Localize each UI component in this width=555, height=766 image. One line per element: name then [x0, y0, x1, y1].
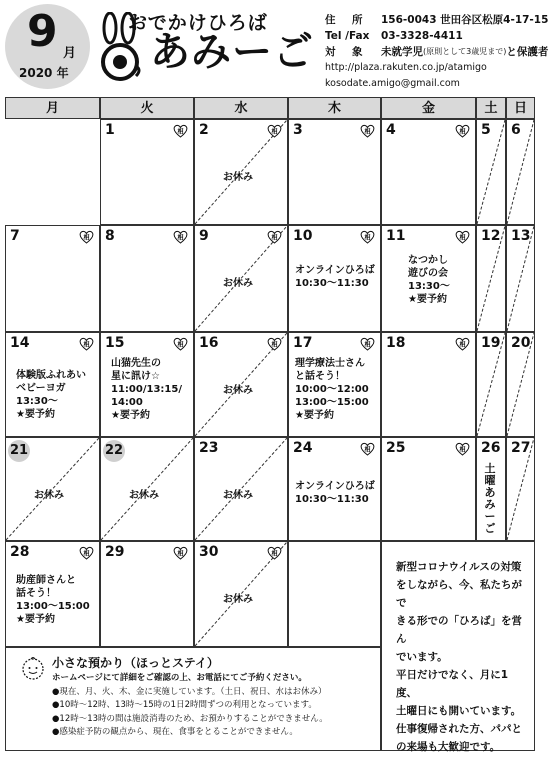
day-number: 14 [10, 335, 30, 351]
heart-icon [267, 124, 282, 138]
day-number: 12 [481, 228, 501, 244]
heart-icon [455, 230, 470, 244]
childcare-details [52, 672, 328, 740]
notes-line: をしながら、今、私たちがで [396, 579, 522, 609]
email-link[interactable]: kosodate.amigo@gmail.com [325, 78, 460, 89]
day-number: 4 [386, 122, 396, 138]
notes-line: 土曜日にも開いています。 [396, 705, 522, 717]
day-number: 19 [481, 335, 501, 351]
event-line: 助産師さんと [16, 575, 76, 586]
day-cell-14 [5, 332, 100, 437]
day-cell-22 [100, 437, 194, 541]
svg-text:相: 相 [364, 128, 371, 136]
heart-icon [360, 124, 375, 138]
tel-label: Tel /Fax [325, 30, 370, 42]
day-number: 24 [293, 440, 313, 456]
notes-line: 新型コロナウイルスの対策 [396, 561, 522, 573]
tagline: おでかけひろば [128, 12, 268, 34]
day-cell-26 [476, 437, 506, 541]
childcare-line: ●感染症予防の観点から、現在、食事をとることができません。 [52, 727, 298, 737]
svg-text:相: 相 [177, 128, 184, 136]
event-physio-talk [295, 357, 369, 422]
event-line: 11:00/13:15/ [111, 384, 182, 395]
weekday-tue: 火 [100, 97, 194, 119]
target-note: (原則として3歳児まで) [423, 47, 507, 56]
heart-icon [360, 230, 375, 244]
notes-line: の来場も大歓迎です。 [396, 741, 501, 753]
event-baby-yoga [16, 369, 86, 421]
day-cell-10 [288, 225, 381, 332]
target-main: 未就学児 [381, 46, 423, 58]
heart-icon [173, 124, 188, 138]
contact-info [325, 12, 548, 92]
svg-text:相: 相 [177, 550, 184, 558]
month-number: 9 [27, 6, 58, 57]
day-cell-12 [476, 225, 506, 332]
day-number: 30 [199, 544, 219, 560]
year-label: 2020 年 [19, 66, 69, 80]
weekday-mon: 月 [5, 97, 100, 119]
event-line: 星に訊け☆ [111, 371, 160, 382]
address-label: 住 所 [325, 14, 366, 26]
address: 156-0043 世田谷区松原4-17-15 [381, 14, 549, 26]
event-line: 理学療法士さん [295, 358, 365, 369]
closed-label: お休み [223, 385, 253, 396]
day-number: 13 [511, 228, 531, 244]
day-number: 10 [293, 228, 313, 244]
day-cell-1 [100, 119, 194, 225]
svg-text:相: 相 [459, 341, 466, 349]
day-cell-21 [5, 437, 100, 541]
day-number: 29 [105, 544, 125, 560]
event-line: 14:00 [111, 397, 143, 408]
empty-cell [288, 541, 381, 647]
svg-text:相: 相 [271, 341, 278, 349]
day-cell-5 [476, 119, 506, 225]
event-line: 13:00～15:00 [16, 601, 90, 612]
event-line: 13:00～15:00 [295, 397, 369, 408]
event-line: ★要予約 [16, 409, 55, 420]
svg-text:相: 相 [271, 234, 278, 242]
svg-text:相: 相 [364, 234, 371, 242]
svg-text:相: 相 [83, 550, 90, 558]
heart-icon [173, 337, 188, 351]
notes-line: 仕事復帰された方、パパと [396, 723, 522, 735]
day-cell-17 [288, 332, 381, 437]
event-line: 10:00～12:00 [295, 384, 369, 395]
svg-text:相: 相 [271, 128, 278, 136]
event-line: ★要予約 [111, 410, 150, 421]
event-online-hiroba [295, 264, 375, 290]
childcare-line: ●10時～12時、13時～15時の1日2時間ずつの利用となっています。 [52, 700, 317, 710]
weekday-sun: 日 [506, 97, 535, 119]
event-online-hiroba [295, 480, 375, 506]
svg-text:相: 相 [459, 234, 466, 242]
day-number: 9 [199, 228, 209, 244]
day-cell-11 [381, 225, 476, 332]
event-line: オンラインひろば [295, 481, 375, 492]
day-number: 28 [10, 544, 30, 560]
day-number: 15 [105, 335, 125, 351]
svg-text:相: 相 [177, 234, 184, 242]
baby-face-icon [20, 655, 46, 681]
closed-label: お休み [223, 172, 253, 183]
day-cell-6 [506, 119, 535, 225]
weekday-sat: 土 [476, 97, 506, 119]
day-cell-25 [381, 437, 476, 541]
svg-text:相: 相 [459, 128, 466, 136]
heart-icon [267, 337, 282, 351]
notes-line: 平日だけでなく、月に1度、 [396, 669, 509, 699]
day-cell-20 [506, 332, 535, 437]
day-number: 2 [199, 122, 209, 138]
svg-text:相: 相 [364, 446, 371, 454]
event-line: 13:30～ [408, 281, 450, 292]
day-number: 18 [386, 335, 406, 351]
day-number: 8 [105, 228, 115, 244]
day-cell-29 [100, 541, 194, 647]
event-line: と話そう！ [295, 371, 345, 382]
month-badge [5, 4, 90, 89]
day-cell-23 [194, 437, 288, 541]
heart-icon [173, 546, 188, 560]
svg-text:相: 相 [83, 341, 90, 349]
target-tail: と保護者 [506, 46, 549, 58]
day-number: 22 [103, 440, 125, 462]
event-line: ベビーヨガ [16, 383, 66, 394]
day-cell-30 [194, 541, 288, 647]
heart-icon [267, 230, 282, 244]
event-line: 体験版ふれあい [16, 370, 86, 381]
svg-text:相: 相 [459, 446, 466, 454]
day-cell-16 [194, 332, 288, 437]
closed-label: お休み [223, 278, 253, 289]
svg-text:相: 相 [177, 341, 184, 349]
day-number: 21 [8, 440, 30, 462]
heart-icon [455, 124, 470, 138]
day-cell-2 [194, 119, 288, 225]
day-number: 16 [199, 335, 219, 351]
event-line: 10:30～11:30 [295, 494, 369, 505]
day-number: 7 [10, 228, 20, 244]
day-cell-18 [381, 332, 476, 437]
event-line: 13:30～ [16, 396, 58, 407]
event-saturday-amigo: 土曜あみーご [484, 462, 496, 535]
weekday-wed: 水 [194, 97, 288, 119]
closed-label: お休み [34, 490, 64, 501]
weekday-thu: 木 [288, 97, 381, 119]
event-natsukashi-asobi [408, 254, 450, 306]
heart-icon [455, 442, 470, 456]
childcare-line: ●現在、月、火、木、金に実施しています。（土日、祝日、水はお休み） [52, 686, 327, 697]
closed-label: お休み [129, 490, 159, 501]
day-cell-24 [288, 437, 381, 541]
heart-icon [360, 442, 375, 456]
day-number: 11 [386, 228, 406, 244]
day-cell-19 [476, 332, 506, 437]
event-line: 遊びの会 [408, 268, 448, 279]
target-label: 対 象 [325, 46, 366, 58]
day-cell-15 [100, 332, 194, 437]
website-link[interactable]: http://plaza.rakuten.co.jp/atamigo [325, 62, 487, 73]
event-line: 山猫先生の [111, 358, 161, 369]
event-line: オンラインひろば [295, 265, 375, 276]
day-number: 6 [511, 122, 521, 138]
heart-icon [360, 337, 375, 351]
month-suffix: 月 [63, 46, 77, 61]
day-cell-9 [194, 225, 288, 332]
day-cell-28 [5, 541, 100, 647]
day-number: 25 [386, 440, 406, 456]
event-line: 話そう！ [16, 588, 56, 599]
day-number: 20 [511, 335, 531, 351]
brand-name: あみーご [150, 29, 314, 75]
heart-icon [455, 337, 470, 351]
closed-label: お休み [223, 490, 253, 501]
event-midwife-talk [16, 574, 90, 626]
day-cell-13 [506, 225, 535, 332]
day-cell-7 [5, 225, 100, 332]
weekday-fri: 金 [381, 97, 476, 119]
day-cell-3 [288, 119, 381, 225]
heart-icon [79, 337, 94, 351]
event-line: ★要予約 [295, 410, 334, 421]
svg-text:相: 相 [364, 341, 371, 349]
event-yamaneko [111, 357, 182, 422]
childcare-line: ●12時～13時の間は施設消毒のため、お預かりすることができません。 [52, 713, 328, 724]
day-number: 3 [293, 122, 303, 138]
event-line: 10:30～11:30 [295, 278, 369, 289]
notes-box [381, 541, 535, 751]
event-line: ★要予約 [16, 614, 55, 625]
day-number: 5 [481, 122, 491, 138]
closed-label: お休み [223, 594, 253, 605]
notes-line: きる形での「ひろば」を営ん [396, 615, 522, 645]
childcare-title: 小さな預かり（ほっとステイ） [52, 656, 219, 670]
day-number: 17 [293, 335, 313, 351]
svg-text:相: 相 [271, 550, 278, 558]
heart-icon [79, 546, 94, 560]
notes-line: でいます。 [396, 651, 448, 663]
event-line: なつかし [408, 255, 448, 266]
heart-icon [267, 546, 282, 560]
childcare-box [5, 647, 381, 751]
day-number: 27 [511, 440, 531, 456]
day-number: 26 [481, 440, 501, 456]
childcare-line: ホームページにて詳細をご確認の上、お電話にてご予約ください。 [52, 673, 307, 683]
heart-icon [79, 230, 94, 244]
svg-text:相: 相 [83, 234, 90, 242]
event-line: ★要予約 [408, 294, 447, 305]
day-cell-27 [506, 437, 535, 541]
day-cell-8 [100, 225, 194, 332]
tel: 03-3328-4411 [381, 30, 463, 42]
day-number: 1 [105, 122, 115, 138]
day-cell-4 [381, 119, 476, 225]
day-number: 23 [199, 440, 219, 456]
heart-icon [173, 230, 188, 244]
